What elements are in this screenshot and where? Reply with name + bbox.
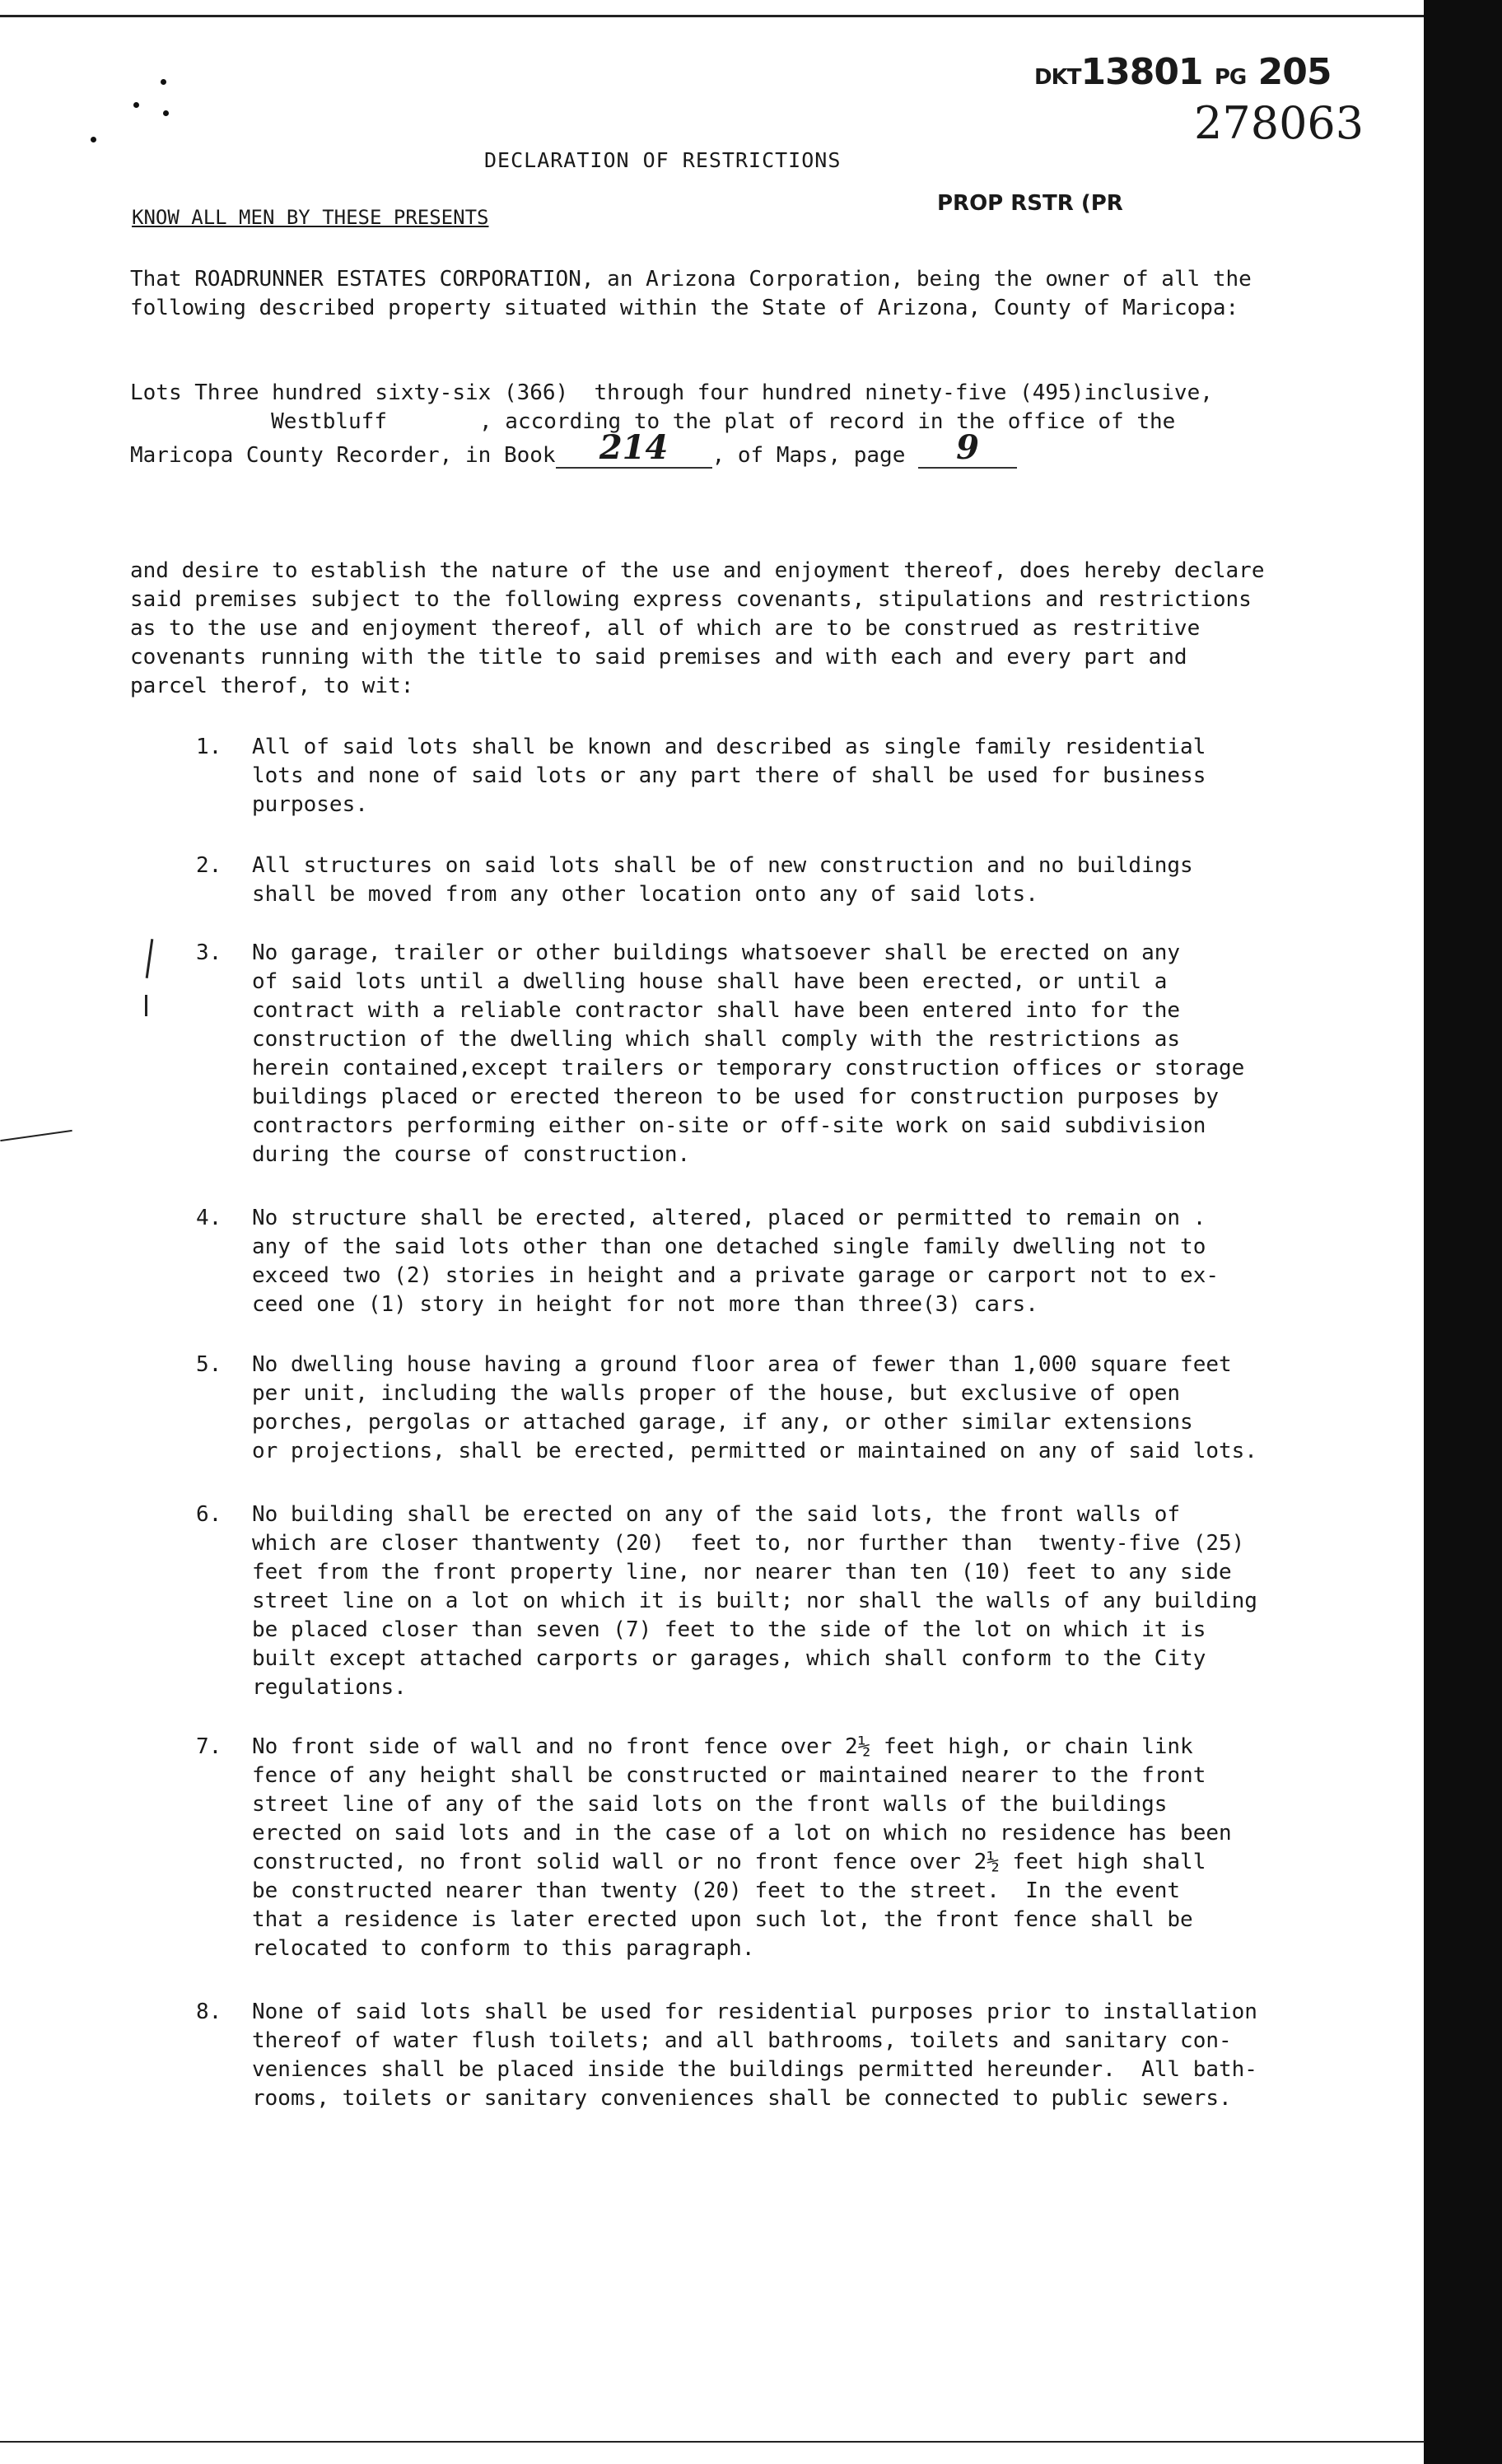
page-prefix: PG	[1214, 65, 1247, 90]
text-line: during the course of construction.	[252, 1142, 691, 1167]
text-line: per unit, including the walls proper of the house, but exclusive of open	[252, 1381, 1181, 1406]
item-number: 4.	[196, 1206, 222, 1230]
scan-speck	[163, 110, 169, 116]
text-line: buildings placed or erected thereon to be used for construction purposes by	[252, 1085, 1219, 1109]
text-line: regulations.	[252, 1675, 407, 1700]
item-number: 8.	[196, 2000, 222, 2024]
text-line: any of the said lots other than one detached single family dwelling not to	[252, 1234, 1206, 1259]
docket-stamp	[1034, 51, 1331, 93]
text-line: relocated to conform to this paragraph.	[252, 1936, 755, 1961]
text-line: said premises subject to the following express covenants, stipulations and restrictions	[130, 587, 1252, 612]
text-fragment: Maricopa County Recorder, in Book	[130, 443, 556, 468]
book-number: 214	[599, 428, 669, 467]
text-line: be placed closer than seven (7) feet to the side of the lot on which it is	[252, 1617, 1206, 1642]
scan-top-border	[0, 0, 1425, 17]
text-line: thereof of water flush toilets; and all bathrooms, toilets and sanitary con-	[252, 2028, 1232, 2053]
page-number: 9	[956, 428, 979, 467]
scan-right-edge	[1424, 0, 1502, 2464]
text-line	[130, 408, 1213, 436]
scan-speck	[161, 79, 166, 85]
document-title: DECLARATION OF RESTRICTIONS	[484, 148, 842, 172]
text-line: parcel therof, to wit:	[130, 674, 414, 698]
scan-bottom-border	[0, 2441, 1425, 2464]
item-number: 7.	[196, 1734, 222, 1759]
text-fragment: , according to the plat of record in the office of the	[479, 409, 1176, 434]
page-number-field	[918, 428, 1017, 469]
text-line: feet from the front property line, nor nearer than ten (10) feet to any side	[252, 1560, 1232, 1584]
text-line: street line of any of the said lots on the front walls of the buildings	[252, 1792, 1168, 1817]
text-line: shall be moved from any other location onto any of said lots.	[252, 882, 1038, 907]
item-number: 5.	[196, 1352, 222, 1377]
text-line: following described property situated within the State of Arizona, County of Maricopa:	[130, 296, 1239, 320]
text-line: construction of the dwelling which shall comply with the restrictions as	[252, 1027, 1181, 1052]
text-line: contractors performing either on-site or off-site work on said subdivision	[252, 1113, 1206, 1138]
text-line: No garage, trailer or other buildings whatsoever shall be erected on any	[252, 940, 1181, 965]
desire-paragraph	[130, 557, 1265, 701]
text-line: All structures on said lots shall be of new construction and no buildings	[252, 853, 1193, 878]
text-line: that a residence is later erected upon such lot, the front fence shall be	[252, 1907, 1193, 1932]
book-number-field	[556, 428, 712, 469]
text-line: erected on said lots and in the case of a lot on which no residence has been	[252, 1821, 1232, 1846]
text-line: herein contained,except trailers or temporary construction offices or storage	[252, 1056, 1245, 1080]
subdivision-name: Westbluff	[271, 409, 387, 434]
text-line: porches, pergolas or attached garage, if any, or other similar extensions	[252, 1410, 1193, 1435]
text-line: street line on a lot on which it is built; nor shall the walls of any building	[252, 1589, 1257, 1613]
text-line: exceed two (2) stories in height and a private garage or carport not to ex-	[252, 1263, 1219, 1288]
text-line: or projections, shall be erected, permitted or maintained on any of said lots.	[252, 1439, 1257, 1463]
text-fragment: , of Maps, page	[711, 443, 906, 468]
lots-description	[130, 379, 1213, 472]
text-line: purposes.	[252, 792, 368, 817]
text-line: No front side of wall and no front fence over 2½ feet high, or chain link	[252, 1734, 1193, 1759]
text-line: which are closer thantwenty (20) feet to, nor further than twenty-five (25)	[252, 1531, 1245, 1556]
text-line: rooms, toilets or sanitary conveniences shall be connected to public sewers.	[252, 2086, 1232, 2111]
know-all-heading: KNOW ALL MEN BY THESE PRESENTS	[132, 206, 489, 229]
text-line: That ROADRUNNER ESTATES CORPORATION, an Arizona Corporation, being the owner of all the	[130, 267, 1252, 292]
text-line: lots and none of said lots or any part there of shall be used for business	[252, 763, 1206, 788]
text-line: and desire to establish the nature of the use and enjoyment thereof, does hereby declare	[130, 558, 1265, 583]
text-line: No dwelling house having a ground floor area of fewer than 1,000 square feet	[252, 1352, 1232, 1377]
text-line: No structure shall be erected, altered, placed or permitted to remain on .	[252, 1206, 1206, 1230]
text-line	[130, 428, 1213, 472]
text-line: built except attached carports or garages, which shall conform to the City	[252, 1646, 1206, 1671]
recording-number: 278063	[1194, 97, 1364, 149]
text-line: of said lots until a dwelling house shall have been erected, or until a	[252, 969, 1168, 994]
text-line: None of said lots shall be used for residential purposes prior to installation	[252, 2000, 1257, 2024]
docket-number: 13801	[1080, 51, 1203, 93]
scan-speck	[133, 102, 139, 108]
text-line: veniences shall be placed inside the buildings permitted hereunder. All bath-	[252, 2057, 1257, 2082]
text-line: Lots Three hundred sixty-six (366) through four hundred ninety-five (495)inclusive,	[130, 380, 1213, 405]
item-number: 3.	[196, 940, 222, 965]
item-number: 2.	[196, 853, 222, 878]
item-number: 6.	[196, 1502, 222, 1527]
text-line: ceed one (1) story in height for not more than three(3) cars.	[252, 1292, 1038, 1317]
intro-paragraph	[130, 265, 1252, 323]
docket-prefix: DKT	[1034, 65, 1081, 90]
text-line: No building shall be erected on any of the said lots, the front walls of	[252, 1502, 1181, 1527]
text-line: fence of any height shall be constructed or maintained nearer to the front	[252, 1763, 1206, 1788]
text-line: be constructed nearer than twenty (20) feet to the street. In the event	[252, 1878, 1181, 1903]
margin-pen-mark	[146, 939, 154, 978]
text-line: covenants running with the title to said premises and with each and every part and	[130, 645, 1187, 670]
margin-pen-stroke	[0, 1130, 72, 1141]
text-line: All of said lots shall be known and described as single family residential	[252, 735, 1206, 759]
docket-page-number: 205	[1257, 51, 1332, 93]
text-line: as to the use and enjoyment thereof, all of which are to be construed as restritive	[130, 616, 1201, 641]
prop-rstr-stamp: PROP RSTR (PR	[937, 191, 1123, 216]
text-line: contract with a reliable contractor shall have been entered into for the	[252, 998, 1181, 1023]
text-line: constructed, no front solid wall or no front fence over 2½ feet high shall	[252, 1850, 1206, 1874]
item-number: 1.	[196, 735, 222, 759]
margin-pen-mark	[145, 995, 147, 1016]
scan-speck	[91, 137, 96, 142]
